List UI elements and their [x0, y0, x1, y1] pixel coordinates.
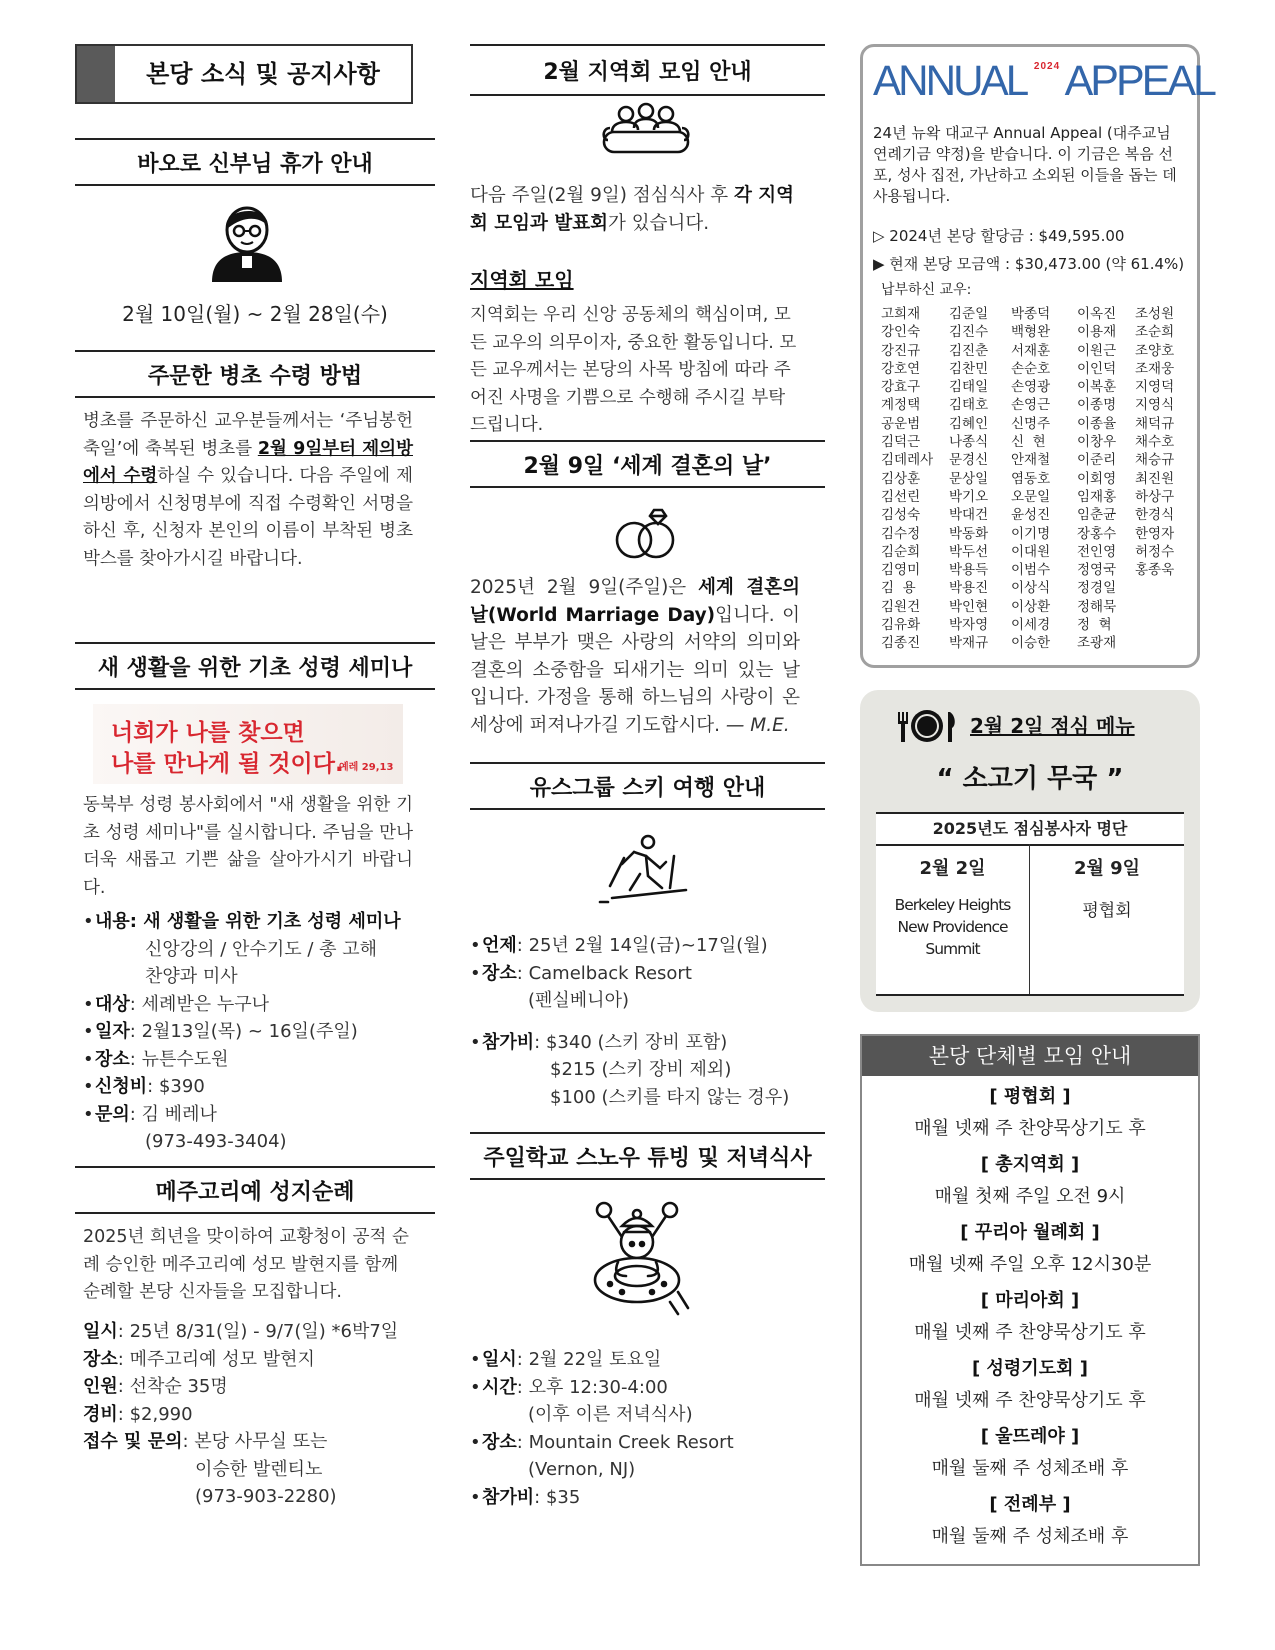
group-name: [ 마리아회 ] [980, 1290, 1080, 1311]
donor-name: 임재홍 [1077, 488, 1117, 505]
appeal-text: 24년 뉴왁 대교구 Annual Appeal (대주교님 연례기금 약정)을 받습니다. 이 기금은 복음 선포, 성사 집전, 가난하고 소외된 이들을 돕는 데 사용됩니다. [873, 124, 1177, 205]
pilgrimage-details [83, 1318, 428, 1511]
group-name: [ 총지역회 ] [980, 1154, 1080, 1175]
candles-pickup-highlight: 2월 9일부터 제의방에서 수령 [83, 438, 413, 486]
donor-name: 손영광 [1011, 379, 1051, 396]
donor-column [1011, 305, 1077, 653]
donor-column [1135, 305, 1191, 653]
donor-name: 조재웅 [1135, 360, 1175, 377]
donor-name: 강호연 [881, 360, 921, 377]
groups-box [860, 1034, 1200, 1566]
donor-name: 서재훈 [1011, 342, 1051, 359]
group-schedule: 매월 넷째 주일 오후 12시30분 [908, 1254, 1152, 1275]
donor-name: 김준일 [949, 306, 989, 322]
donor-name: 김선린 [881, 488, 921, 505]
donor-name: 이대원 [1011, 543, 1051, 560]
donor-name: 하상구 [1135, 488, 1175, 505]
donor-name: 지영식 [1135, 397, 1175, 414]
donor-name: 박기오 [949, 488, 989, 505]
pilgrimage-contact-name: 이승한 발렌티노 [195, 1458, 323, 1480]
volunteer-col2-head: 2월 9일 [1073, 858, 1141, 879]
seminar-date-row: • 일자: 2월13일(목) ~ 16일(주일) [83, 1018, 423, 1046]
tubing-time-row: • 시간: 오후 12:30-4:00 [470, 1374, 815, 1402]
volunteer-col1-group2: New Providence [897, 918, 1008, 936]
donor-name: 박재규 [949, 635, 989, 652]
ski-place-sub: (펜실베니아) [528, 990, 629, 1011]
donor-name: 이창우 [1077, 434, 1117, 451]
donor-name: 김상훈 [881, 470, 921, 487]
donor-name: 김유화 [881, 617, 921, 634]
donor-name: 정해묵 [1077, 598, 1117, 615]
pilgrimage-people-row: 인원: 선착순 35명 [83, 1376, 228, 1397]
donor-name: 고희재 [881, 306, 921, 322]
donor-name: 김덕근 [881, 434, 921, 451]
donor-name: 한경식 [1135, 507, 1175, 524]
group-schedule: 매월 둘째 주 성체조배 후 [931, 1458, 1129, 1479]
donor-name: 한영자 [1135, 525, 1175, 542]
district-subtext: 지역회는 우리 신앙 공동체의 핵심이며, 모든 교우의 의무이자, 중요한 활동입니다. 모든 교우께서는 본당의 사목 방침에 따라 주어진 사명을 기쁨으로 수행해 주시길 부탁드립니다. [470, 305, 797, 435]
donor-name: 박자영 [949, 617, 989, 634]
donor-name: 이기명 [1011, 525, 1051, 542]
seminar-target-row: • 대상: 세례받은 누구나 [83, 991, 423, 1019]
candles-text: 병초를 주문하신 교우분들께서는 ‘주님봉헌축일’에 축복된 병초를 2월 9일부터 제의방에서 수령하실 수 있습니다. 다음 주일에 제의방에서 신청명부에 직접 수령확인 서명을 하신 후, 신청자 본인의 이름이 부착된 병초 박스를 찾아가시길 바랍니다. [83, 411, 414, 569]
district-heading [470, 44, 825, 96]
volunteer-col2-group1: 평협회 [1082, 901, 1132, 921]
volunteer-table-title: 2025년도 점심봉사자 명단 [876, 814, 1184, 846]
donor-name: 이세경 [1011, 617, 1051, 634]
donor-name: 김순희 [881, 543, 921, 560]
group-schedule: 매월 넷째 주 찬양묵상기도 후 [914, 1118, 1146, 1139]
group-name: [ 울뜨레야 ] [980, 1426, 1080, 1447]
donor-name: 채승규 [1135, 452, 1175, 469]
donor-name: 조양호 [1135, 342, 1175, 359]
tubing-title: 주일학교 스노우 튜빙 및 저녁식사 [483, 1145, 812, 1171]
donor-name: 장홍수 [1077, 525, 1117, 542]
donor-name: 오문일 [1011, 488, 1051, 505]
annual-appeal-logo [873, 57, 1214, 109]
pilgrimage-text: 2025년 희년을 맞이하여 교황청이 공적 순례 승인한 메주고리예 성모 발현지를 함께 순례할 본당 신자들을 모집합니다. [83, 1227, 409, 1302]
donor-name: 박동화 [949, 525, 989, 542]
donor-name: 이복훈 [1077, 379, 1117, 396]
pilgrimage-title: 메주고리예 성지순례 [155, 1179, 355, 1205]
donor-name: 지영덕 [1135, 379, 1175, 396]
left-column [75, 0, 435, 1650]
volunteer-table [876, 812, 1184, 996]
donor-name: 홍종욱 [1135, 562, 1175, 579]
donor-name: 정경일 [1077, 580, 1117, 597]
tubing-place-sub: (Vernon, NJ) [528, 1459, 636, 1480]
group-name: [ 전례부 ] [989, 1494, 1071, 1515]
seminar-text: 동북부 성령 봉사회에서 "새 생활을 위한 기초 성령 세미나"를 실시합니다. 주님을 만나 더욱 새롭고 기쁜 삶을 살아가시기 바랍니다. [83, 795, 413, 898]
donor-name: 김혜인 [949, 415, 989, 432]
volunteer-col1-head: 2월 2일 [919, 858, 986, 879]
appeal-goal: ▷ 2024년 본당 할당금 : $49,595.00 [873, 227, 1125, 245]
donor-name: 김찬민 [949, 360, 989, 377]
donor-name: 김태호 [949, 397, 989, 414]
donor-name: 김성숙 [881, 507, 921, 524]
candles-title: 주문한 병초 수령 방법 [147, 363, 363, 389]
volunteer-col1-group1: Berkeley Heights [894, 896, 1011, 914]
meeting-table-icon [598, 102, 694, 156]
banner-ref: 예레 29,13 [339, 762, 394, 773]
pilgrimage-contact-row: 접수 및 문의: 본당 사무실 또는 [83, 1431, 328, 1452]
donor-name: 이상식 [1011, 580, 1051, 597]
donor-name: 김원건 [881, 598, 921, 615]
group-name: [ 꾸리아 월례회 ] [960, 1222, 1100, 1243]
tubing-heading [470, 1132, 825, 1180]
donor-name: 백형완 [1011, 324, 1051, 341]
wedding-rings-icon [610, 502, 680, 562]
donor-name: 강진규 [881, 342, 921, 359]
donor-name: 조성원 [1135, 306, 1175, 322]
pilgrimage-heading [75, 1166, 435, 1214]
donors-list [881, 305, 1191, 653]
donor-name: 임춘균 [1077, 507, 1117, 524]
group-schedule: 매월 첫째 주일 오전 9시 [934, 1186, 1126, 1207]
seminar-content-row: • 내용: 새 생활을 위한 기초 성령 세미나 [83, 908, 423, 936]
pilgrimage-contact-phone: (973-903-2280) [195, 1486, 337, 1507]
donor-name: 강인숙 [881, 324, 921, 341]
district-title: 2월 지역회 모임 안내 [543, 59, 752, 85]
groups-title: 본당 단체별 모임 안내 [862, 1036, 1198, 1076]
donor-name: 채덕규 [1135, 415, 1175, 432]
donor-name: 김 용 [881, 580, 916, 597]
ski-details [470, 932, 815, 1111]
donor-name: 이범수 [1011, 562, 1051, 579]
tubing-fee-row: • 참가비: $35 [470, 1484, 815, 1512]
donor-name: 손순호 [1011, 360, 1051, 377]
donor-columns [881, 305, 1191, 653]
donor-name: 김데레사 [881, 452, 934, 469]
donor-column [881, 305, 949, 653]
main-title-box [75, 44, 413, 104]
seminar-contact-row: • 문의: 김 베레나 [83, 1101, 423, 1129]
donor-name: 안재철 [1011, 452, 1051, 469]
donor-name: 박대건 [949, 507, 989, 524]
logo-appeal: APPEAL [1064, 57, 1214, 105]
group-schedule: 매월 둘째 주 성체조배 후 [931, 1526, 1129, 1547]
donor-name: 염동호 [1011, 470, 1051, 487]
donor-name: 조광재 [1077, 635, 1117, 652]
marriage-title: 2월 9일 ‘세계 결혼의 날’ [523, 453, 772, 479]
ski-fee-row: • 참가비: $340 (스키 장비 포함) [470, 1029, 815, 1057]
donor-column [1077, 305, 1135, 653]
snow-tubing-icon [582, 1196, 692, 1316]
donor-name: 채수호 [1135, 434, 1175, 451]
seminar-content-sub-1: 신앙강의 / 안수기도 / 총 고해 [145, 938, 378, 960]
tubing-date-row: • 일시: 2월 22일 토요일 [470, 1346, 815, 1374]
title-accent-bar [77, 46, 115, 102]
donor-name: 신명주 [1011, 415, 1051, 432]
seminar-details [83, 908, 423, 1156]
tubing-details [470, 1346, 815, 1511]
marriage-heading [470, 440, 825, 488]
donor-name: 박종덕 [1011, 306, 1051, 322]
vacation-dates: 2월 10일(월) ~ 2월 28일(수) [122, 302, 388, 326]
lunch-title: 2월 2일 점심 메뉴 [970, 714, 1135, 738]
seminar-contact-phone: (973-493-3404) [145, 1131, 287, 1152]
marriage-text: 2025년 2월 9일(주일)은 세계 결혼의 날(World Marriage Day)입니다. 이 날은 부부가 맺은 사랑의 서약의 의미와 결혼의 소중함을 되새기는 의미 있는 날입니다. 가정을 통해 하느님의 사랑이 온 세상에 퍼져나가길 기도합시다. — M.E. [470, 577, 800, 736]
donor-name: 조순희 [1135, 324, 1175, 341]
logo-annual: ANNUAL [873, 57, 1027, 105]
donor-name: 최진원 [1135, 470, 1175, 487]
donor-name: 문상일 [949, 470, 989, 487]
donor-name: 정 혁 [1077, 617, 1112, 634]
right-column [860, 0, 1214, 1650]
donor-name: 공운범 [881, 415, 921, 432]
candles-heading [75, 350, 435, 398]
donor-name: 김진수 [949, 324, 989, 341]
ski-when-row: • 언제: 25년 2월 14일(금)~17일(월) [470, 932, 815, 960]
pilgrimage-place-row: 장소: 메주고리예 성모 발현지 [83, 1348, 315, 1370]
vacation-heading [75, 138, 435, 186]
district-subtitle: 지역회 모임 [470, 268, 574, 292]
skier-icon [590, 832, 690, 912]
group-schedule: 매월 넷째 주 찬양묵상기도 후 [914, 1322, 1146, 1343]
group-name: [ 평협회 ] [989, 1086, 1071, 1107]
plate-cutlery-icon [896, 708, 958, 744]
vacation-title: 바오로 신부님 휴가 안내 [137, 151, 373, 177]
donor-name: 정영국 [1077, 562, 1117, 579]
donor-name: 박용진 [949, 580, 989, 597]
donor-name: 이원근 [1077, 342, 1117, 359]
donor-name: 이옥진 [1077, 306, 1117, 322]
lunch-menu: “ 소고기 무국 ” [936, 764, 1124, 794]
seminar-place-row: • 장소: 뉴튼수도원 [83, 1046, 423, 1074]
priest-icon [206, 200, 288, 282]
donors-label: 납부하신 교우: [881, 282, 972, 298]
seminar-title: 새 생활을 위한 기초 성령 세미나 [97, 655, 413, 681]
donor-name: 이인덕 [1077, 360, 1117, 377]
donor-name: 김진춘 [949, 342, 989, 359]
pilgrimage-date-row: 일시: 25년 8/31(일) - 9/7(일) *6박7일 [83, 1321, 399, 1342]
donor-name: 이회영 [1077, 470, 1117, 487]
donor-name: 문경신 [949, 452, 989, 469]
tubing-time-sub: (이후 이른 저녁식사) [528, 1404, 693, 1425]
seminar-heading [75, 642, 435, 690]
donor-name: 신 현 [1011, 434, 1046, 451]
group-name: [ 성령기도회 ] [972, 1358, 1088, 1379]
middle-column [470, 0, 825, 1650]
groups-list [862, 1082, 1198, 1558]
donor-name: 이종명 [1077, 397, 1117, 414]
lunch-box [860, 690, 1200, 1012]
donor-name: 이준리 [1077, 452, 1117, 469]
ski-fee-2: $215 (스키 장비 제외) [550, 1059, 732, 1080]
donor-name: 이용재 [1077, 324, 1117, 341]
donor-name: 박용득 [949, 562, 989, 579]
group-schedule: 매월 넷째 주 찬양묵상기도 후 [914, 1390, 1146, 1411]
donor-name: 나종식 [949, 434, 989, 451]
donor-name: 김수정 [881, 525, 921, 542]
donor-name: 허정수 [1135, 543, 1175, 560]
donor-name: 김종진 [881, 635, 921, 652]
ski-place-row: • 장소: Camelback Resort [470, 960, 815, 988]
volunteer-col1-group3: Summit [925, 940, 980, 958]
tubing-place-row: • 장소: Mountain Creek Resort [470, 1429, 815, 1457]
donor-name: 이종율 [1077, 415, 1117, 432]
seminar-content-sub-2: 찬양과 미사 [145, 966, 238, 987]
seminar-fee-row: • 신청비: $390 [83, 1073, 423, 1101]
donor-column [949, 305, 1011, 653]
page-title: 본당 소식 및 공지사항 [146, 60, 380, 88]
banner-line-1: 너희가 나를 찾으면 [111, 720, 305, 746]
district-text: 다음 주일(2월 9일) 점심식사 후 각 지역회 모임과 발표회가 있습니다. [470, 185, 795, 234]
donor-name: 김영미 [881, 562, 921, 579]
donor-name: 전인영 [1077, 543, 1117, 560]
donor-name: 강효구 [881, 379, 921, 396]
appeal-current: ▶ 현재 본당 모금액 : $30,473.00 (약 61.4%) [873, 255, 1185, 273]
donor-name: 김태일 [949, 379, 989, 396]
ski-fee-3: $100 (스키를 타지 않는 경우) [550, 1086, 790, 1108]
donor-name: 윤성진 [1011, 507, 1051, 524]
ski-title: 유스그룹 스키 여행 안내 [529, 775, 766, 801]
donor-name: 이상환 [1011, 598, 1051, 615]
pilgrimage-cost-row: 경비: $2,990 [83, 1403, 193, 1425]
marriage-signature: — M.E. [725, 714, 790, 736]
donor-name: 박인현 [949, 598, 989, 615]
donor-name: 이승한 [1011, 635, 1051, 652]
donor-name: 손영근 [1011, 397, 1051, 414]
logo-year: 2024 [1033, 61, 1061, 72]
ski-heading [470, 762, 825, 810]
banner-line-2: 나를 만나게 될 것이다. [111, 751, 344, 777]
donor-name: 계정택 [881, 397, 921, 414]
donor-name: 박두선 [949, 543, 989, 560]
seminar-banner [93, 704, 403, 784]
annual-appeal-box [860, 44, 1214, 668]
